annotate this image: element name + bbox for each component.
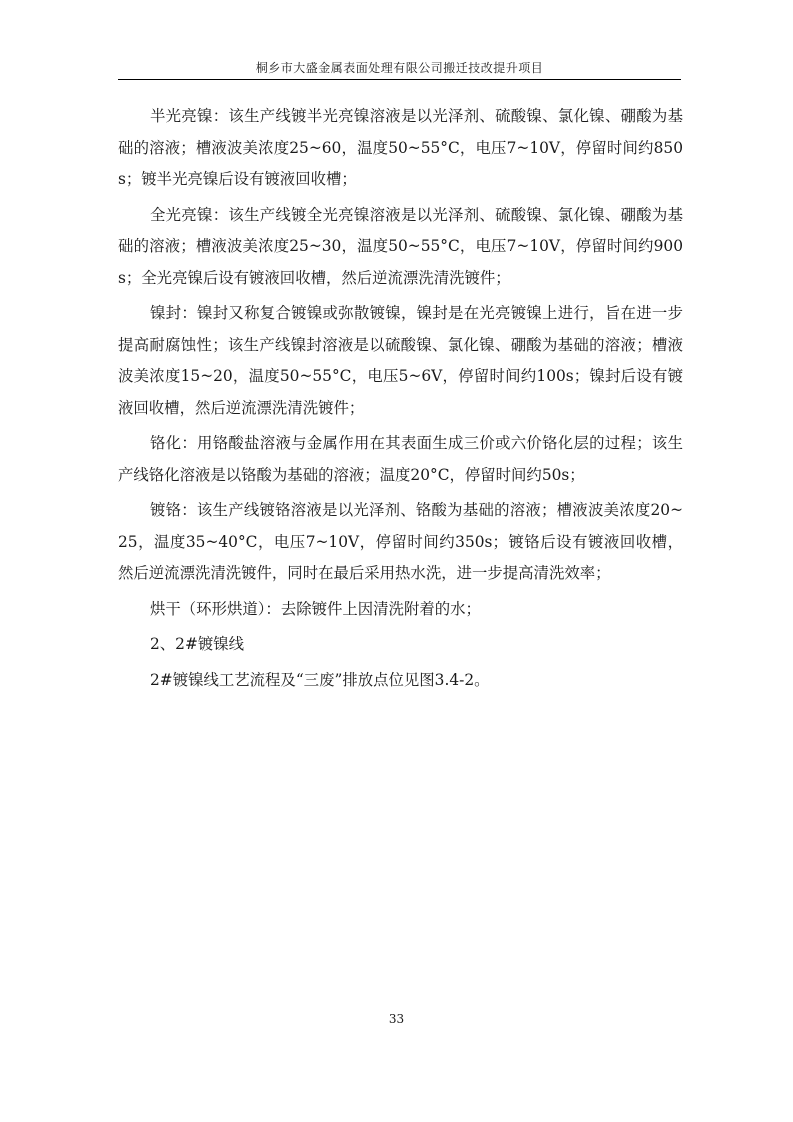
document-body [118, 101, 683, 700]
paragraph-chromating: 铬化：用铬酸盐溶液与金属作用在其表面生成三价或六价铬化层的过程；该生产线铬化溶液是以铬酸为基础的溶液；温度20°C，停留时间约50s； [118, 434, 683, 484]
paragraph-chrome-plating: 镀铬：该生产线镀铬溶液是以光泽剂、铬酸为基础的溶液；槽液波美浓度20~25，温度35~40°C，电压7~10V，停留时间约350s；镀铬后设有镀液回收槽，然后逆流漂洗清洗镀件，同时在最后采用热水洗，进一步提高清洗效率； [118, 501, 683, 582]
header-rule [118, 79, 681, 80]
paragraph-figure-reference: 2#镀镍线工艺流程及“三废”排放点位见图3.4-2。 [150, 670, 490, 689]
running-header: 桐乡市大盛金属表面处理有限公司搬迁技改提升项目 [255, 61, 544, 75]
paragraph-full-bright-nickel: 全光亮镍：该生产线镀全光亮镍溶液是以光泽剂、硫酸镍、氯化镍、硼酸为基础的溶液；槽液波美浓度25~30，温度50~55°C，电压7~10V，停留时间约900s；全光亮镍后设有镀液回收槽，然后逆流漂洗清洗镀件； [118, 205, 683, 287]
paragraph-semi-bright-nickel: 半光亮镍：该生产线镀半光亮镍溶液是以光泽剂、硫酸镍、氯化镍、硼酸为基础的溶液；槽液波美浓度25~60，温度50~55°C，电压7~10V，停留时间约850s；镀半光亮镍后设有镀液回收槽； [118, 107, 683, 188]
paragraph-drying: 烘干（环形烘道）：去除镀件上因清洗附着的水； [150, 599, 481, 618]
paragraph-nickel-seal: 镍封：镍封又称复合镀镍或弥散镀镍，镍封是在光亮镀镍上进行，旨在进一步提高耐腐蚀性；该生产线镍封溶液是以硫酸镍、氯化镍、硼酸为基础的溶液；槽液波美浓度15~20，温度50~55°C，电压5~6V，停留时间约100s；镍封后设有镀液回收槽，然后逆流漂洗清洗镀件； [118, 304, 683, 417]
page-number: 33 [388, 1012, 405, 1026]
section-heading-line-2: 2、2#镀镍线 [150, 635, 245, 653]
